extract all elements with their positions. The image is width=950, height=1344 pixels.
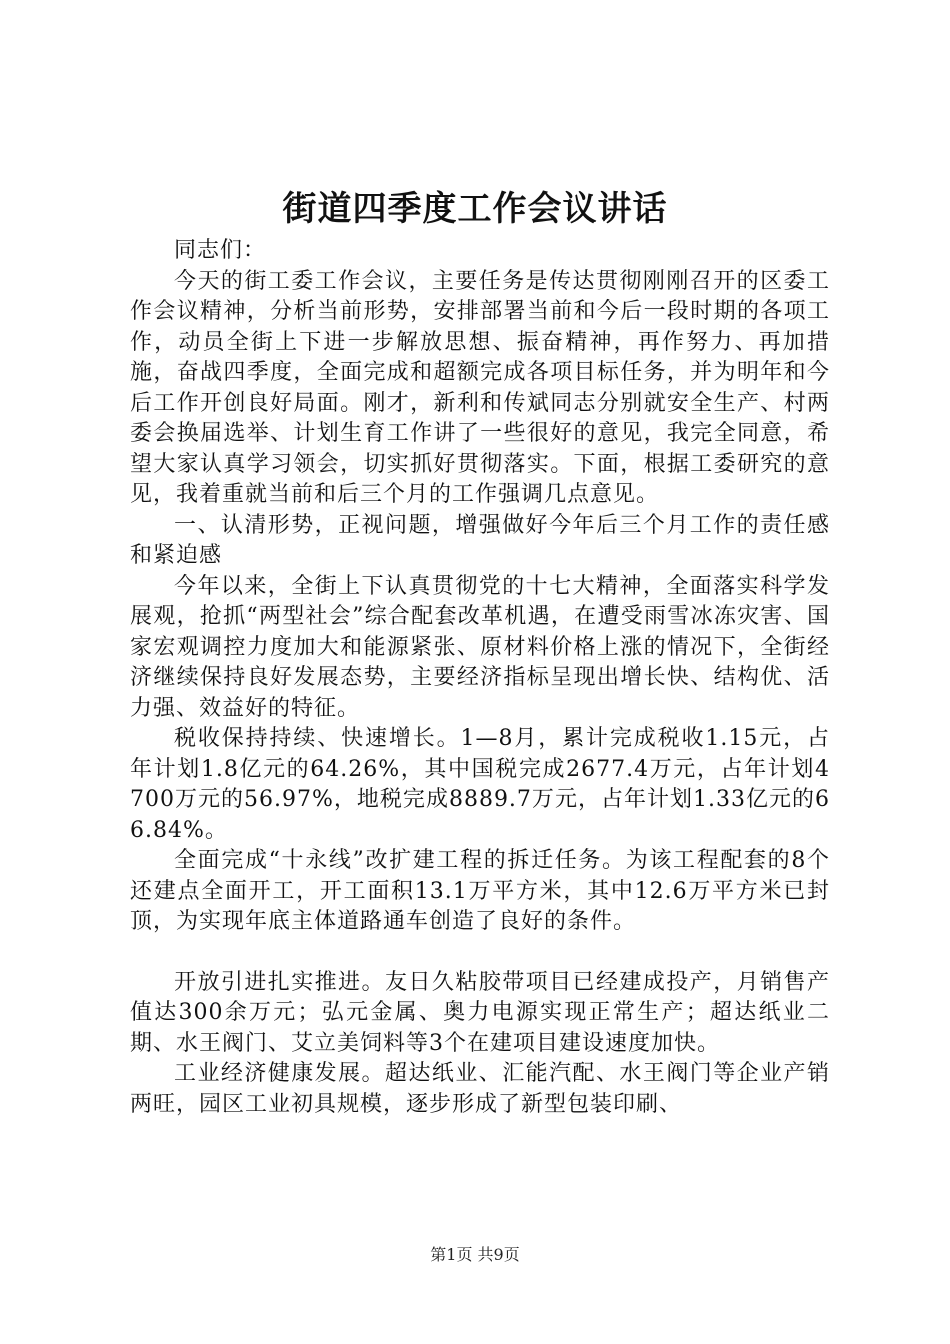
paragraph: 工业经济健康发展。超达纸业、汇能汽配、水王阀门等企业产销两旺，园区工业初具规模，逐步形成了新型包装印刷、 [130,1061,830,1117]
paragraph-greeting: 同志们： [174,238,267,263]
document-title: 街道四季度工作会议讲话 [282,189,668,229]
section-heading: 一、认清形势，正视问题，增强做好今年后三个月工作的责任感和紧迫感 [130,512,830,568]
paragraph: 税收保持持续、快速增长。1—8月，累计完成税收1.15元，占年计划1.8亿元的64.26%，其中国税完成2677.4万元，占年计划4700万元的56.97%，地税完成8889.7万元，占年计划1.33亿元的66.84%。 [130,726,830,843]
paragraph: 今天的街工委工作会议，主要任务是传达贯彻刚刚召开的区委工作会议精神，分析当前形势，安排部署当前和今后一段时期的各项工作，动员全街上下进一步解放思想、振奋精神，再作努力、再加措施，奋战四季度，全面完成和超额完成各项目标任务，并为明年和今后工作开创良好局面。刚才，新利和传斌同志分别就安全生产、村两委会换届选举、计划生育工作讲了一些很好的意见，我完全同意，希望大家认真学习领会，切实抓好贯彻落实。下面，根据工委研究的意见，我着重就当前和后三个月的工作强调几点意见。 [130,268,830,507]
document-body [130,236,830,1120]
page-number-footer: 第1页 共9页 [430,1245,520,1264]
paragraph: 全面完成“十永线”改扩建工程的拆迁任务。为该工程配套的8个还建点全面开工，开工面积13.1万平方米，其中12.6万平方米已封顶，为实现年底主体道路通车创造了良好的条件。 [130,848,830,934]
paragraph: 今年以来，全街上下认真贯彻党的十七大精神，全面落实科学发展观，抢抓“两型社会”综合配套改革机遇，在遭受雨雪冰冻灾害、国家宏观调控力度加大和能源紧张、原材料价格上涨的情况下，全街经济继续保持良好发展态势，主要经济指标呈现出增长快、结构优、活力强、效益好的特征。 [130,573,830,721]
paragraph: 开放引进扎实推进。友日久粘胶带项目已经建成投产，月销售产值达300余万元；弘元金属、奥力电源实现正常生产；超达纸业二期、水王阀门、艾立美饲料等3个在建项目建设速度加快。 [130,969,830,1056]
